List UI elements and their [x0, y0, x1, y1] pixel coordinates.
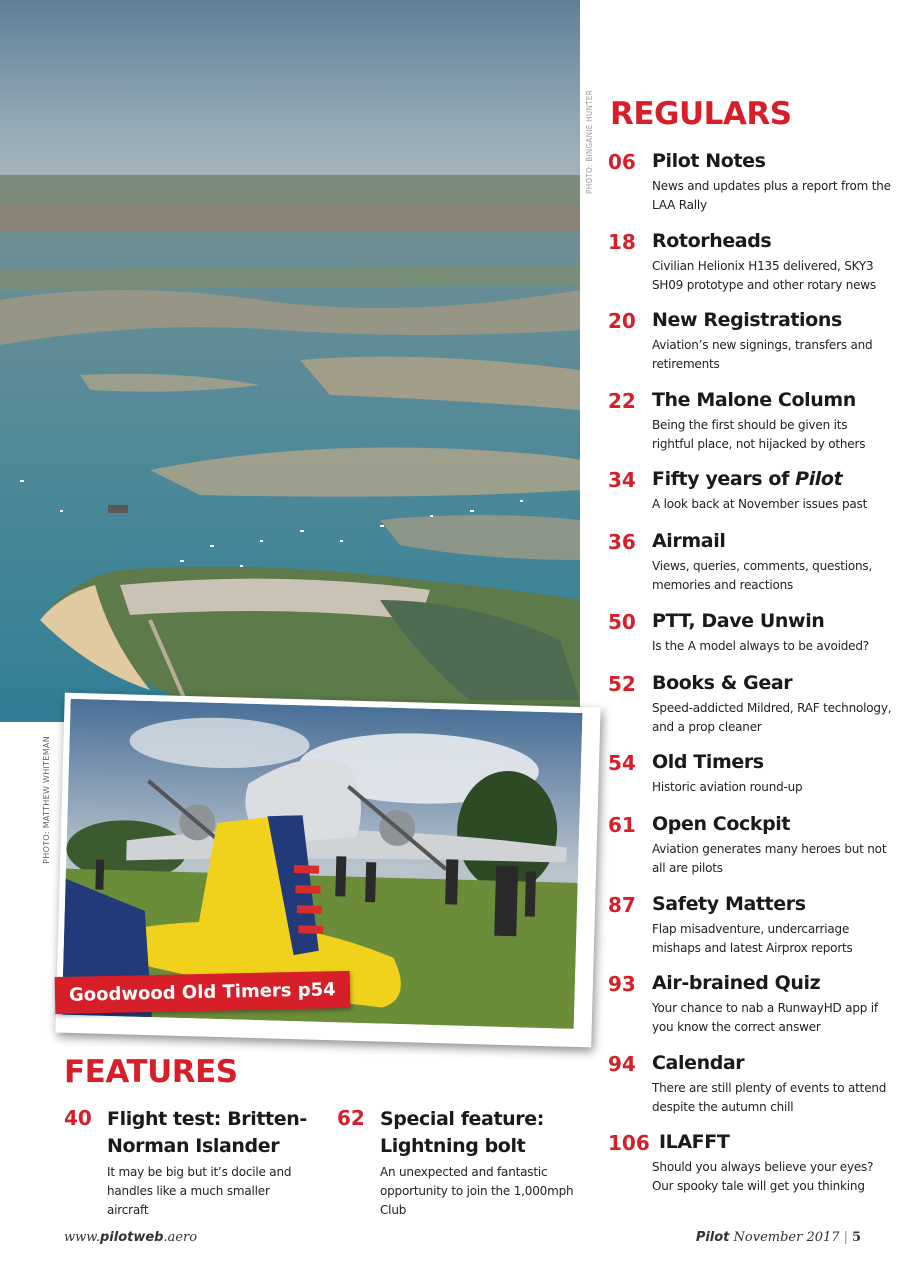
regular-description: Being the first should be given its rightful place, not hijacked by others	[652, 417, 866, 451]
website-url[interactable]	[64, 1230, 197, 1245]
regular-page-number: 61	[608, 813, 636, 837]
regular-title: The Malone Column	[652, 388, 856, 411]
regular-item[interactable]	[608, 1052, 898, 1132]
regular-title: Books & Gear	[652, 671, 793, 694]
features-heading: FEATURES	[64, 1054, 238, 1090]
regular-title-text: Fifty years of	[652, 468, 789, 490]
regular-description: Aviation generates many heroes but not all are pilots	[652, 842, 887, 875]
regular-item[interactable]	[608, 610, 898, 672]
aerial-photo	[0, 0, 580, 722]
url-suffix: .aero	[163, 1230, 198, 1245]
regular-description: Is the A model always to be avoided?	[652, 638, 869, 653]
regular-item[interactable]	[608, 230, 898, 310]
regulars-list	[608, 150, 898, 1211]
regular-item[interactable]	[608, 1131, 898, 1211]
regular-description: Should you always believe your eyes? Our spooky tale will get you thinking	[652, 1160, 874, 1193]
regular-page-number: 52	[608, 671, 636, 696]
feature-title: Special feature: Lightning bolt	[380, 1108, 544, 1157]
feature-description: It may be big but it’s docile and handles like a much smaller aircraft	[107, 1165, 292, 1217]
regular-title: PTT, Dave Unwin	[652, 609, 825, 632]
page-number: 5	[851, 1230, 861, 1245]
regular-page-number: 93	[608, 972, 636, 996]
regulars-heading: REGULARS	[610, 96, 792, 132]
folio	[696, 1230, 861, 1245]
regular-page-number: 54	[608, 751, 636, 775]
regular-title: Old Timers	[652, 751, 764, 773]
regular-description: Aviation’s new signings, transfers and retirements	[652, 338, 873, 371]
url-prefix: www.	[64, 1230, 100, 1245]
regular-title: Pilot Notes	[652, 150, 766, 172]
regular-description: There are still plenty of events to attend despite the autumn chill	[652, 1080, 887, 1114]
regular-item[interactable]	[608, 468, 898, 530]
regular-page-number: 106	[608, 1131, 650, 1155]
regular-item[interactable]	[608, 389, 898, 469]
regular-title: New Registrations	[652, 309, 842, 331]
regular-item[interactable]	[608, 813, 898, 893]
feature-page-number: 62	[337, 1106, 365, 1130]
folio-separator: |	[843, 1230, 848, 1245]
regular-title: Airmail	[652, 530, 726, 552]
regular-page-number: 34	[608, 468, 636, 492]
regular-page-number: 36	[608, 530, 636, 554]
regular-title: Air-brained Quiz	[652, 972, 821, 994]
inset-caption: Goodwood Old Timers p54	[55, 971, 350, 1014]
regular-title: Calendar	[652, 1051, 745, 1074]
regular-description: Civilian Helionix H135 delivered, SKY3 SH09 prototype and other rotary news	[652, 258, 876, 292]
feature-description: An unexpected and fantastic opportunity to join the 1,000mph Club	[380, 1165, 574, 1217]
inset-photo-credit: PHOTO: MATTHEW WHITEMAN	[42, 736, 51, 864]
regular-item[interactable]	[608, 972, 898, 1052]
regular-description: News and updates plus a report from the LAA Rally	[652, 179, 891, 212]
regular-page-number: 06	[608, 150, 636, 174]
url-brand: pilotweb	[99, 1230, 164, 1245]
regular-title: Rotorheads	[652, 229, 772, 252]
regular-title: ILAFFT	[659, 1131, 730, 1153]
regular-title: Open Cockpit	[652, 813, 791, 835]
regular-description: Your chance to nab a RunwayHD app if you know the correct answer	[652, 1001, 878, 1034]
regular-item[interactable]	[608, 150, 898, 230]
regular-page-number: 18	[608, 229, 636, 254]
regular-description: Historic aviation round-up	[652, 780, 803, 794]
regular-page-number: 50	[608, 609, 636, 634]
regular-title: Safety Matters	[652, 892, 806, 915]
feature-title: Flight test: Britten-Norman Islander	[107, 1108, 307, 1157]
regular-title	[652, 468, 842, 490]
regular-page-number: 87	[608, 892, 636, 917]
regular-title-emphasis: Pilot	[795, 468, 843, 490]
regular-item[interactable]	[608, 751, 898, 813]
regular-description: Flap misadventure, undercarriage mishaps and latest Airprox reports	[652, 921, 853, 955]
regular-item[interactable]	[608, 672, 898, 752]
regular-description: A look back at November issues past	[652, 497, 868, 511]
regular-page-number: 94	[608, 1051, 636, 1076]
regular-description: Views, queries, comments, questions, memories and reactions	[652, 559, 873, 592]
aerial-photo-credit: PHOTO: BINGANIE HUNTER	[585, 90, 594, 194]
regular-description: Speed-addicted Mildred, RAF technology, and a prop cleaner	[652, 700, 892, 734]
regular-page-number: 22	[608, 388, 636, 413]
regular-item[interactable]	[608, 309, 898, 389]
regular-page-number: 20	[608, 309, 636, 333]
regular-item[interactable]	[608, 893, 898, 973]
regular-item[interactable]	[608, 530, 898, 610]
issue-date: November 2017	[733, 1230, 840, 1245]
feature-page-number: 40	[64, 1106, 92, 1130]
magazine-name: Pilot	[695, 1230, 730, 1245]
